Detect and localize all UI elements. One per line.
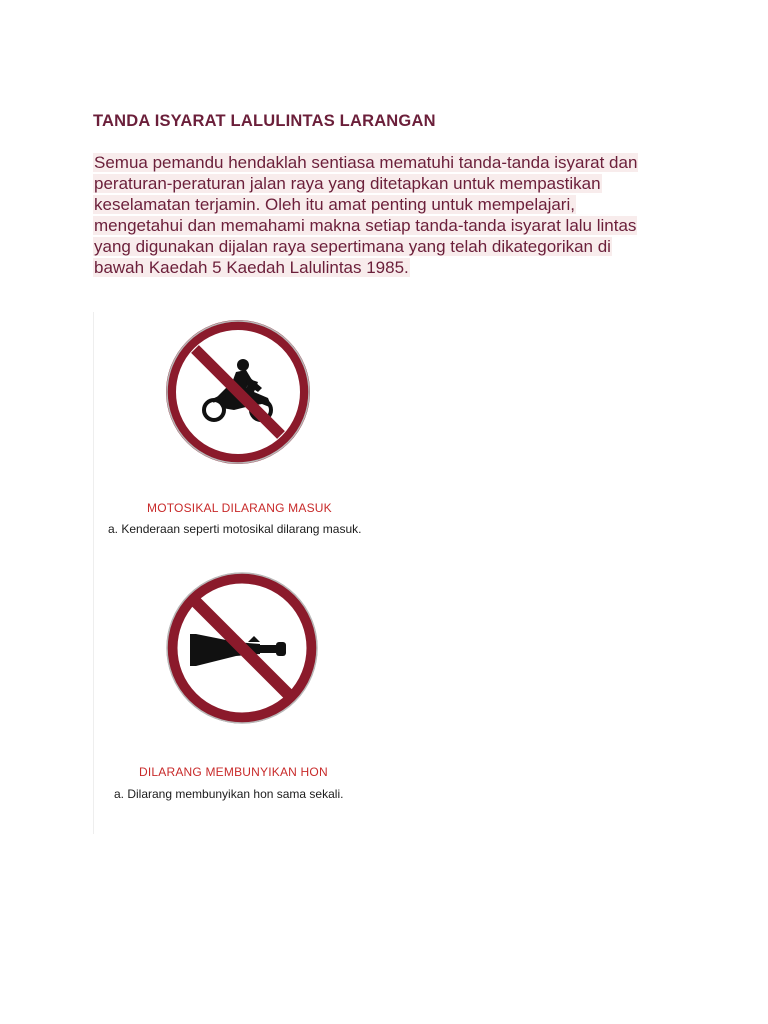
intro-line: peraturan-peraturan jalan raya yang ditetapkan untuk mempastikan bbox=[94, 174, 601, 193]
intro-line: bawah Kaedah 5 Kaedah Lalulintas 1985. bbox=[94, 258, 409, 277]
sign-title: DILARANG MEMBUNYIKAN HON bbox=[139, 765, 328, 779]
page-heading: TANDA ISYARAT LALULINTAS LARANGAN bbox=[93, 112, 436, 130]
sign-description: a. Kenderaan seperti motosikal dilarang masuk. bbox=[108, 522, 362, 536]
sign-description: a. Dilarang membunyikan hon sama sekali. bbox=[114, 787, 344, 801]
intro-paragraph bbox=[93, 152, 683, 278]
sign-title: MOTOSIKAL DILARANG MASUK bbox=[147, 501, 332, 515]
no-motorcycle-sign-icon bbox=[164, 318, 312, 466]
intro-line: mengetahui dan memahami makna setiap tanda-tanda isyarat lalu lintas bbox=[94, 216, 637, 235]
intro-line: keselamatan terjamin. Oleh itu amat penting untuk mempelajari, bbox=[94, 195, 575, 214]
signs-figure bbox=[93, 312, 424, 834]
intro-line: Semua pemandu hendaklah sentiasa mematuhi tanda-tanda isyarat dan bbox=[94, 153, 638, 172]
intro-line: yang digunakan dijalan raya sepertimana yang telah dikategorikan di bbox=[94, 237, 611, 256]
no-horn-sign-icon bbox=[164, 570, 320, 726]
